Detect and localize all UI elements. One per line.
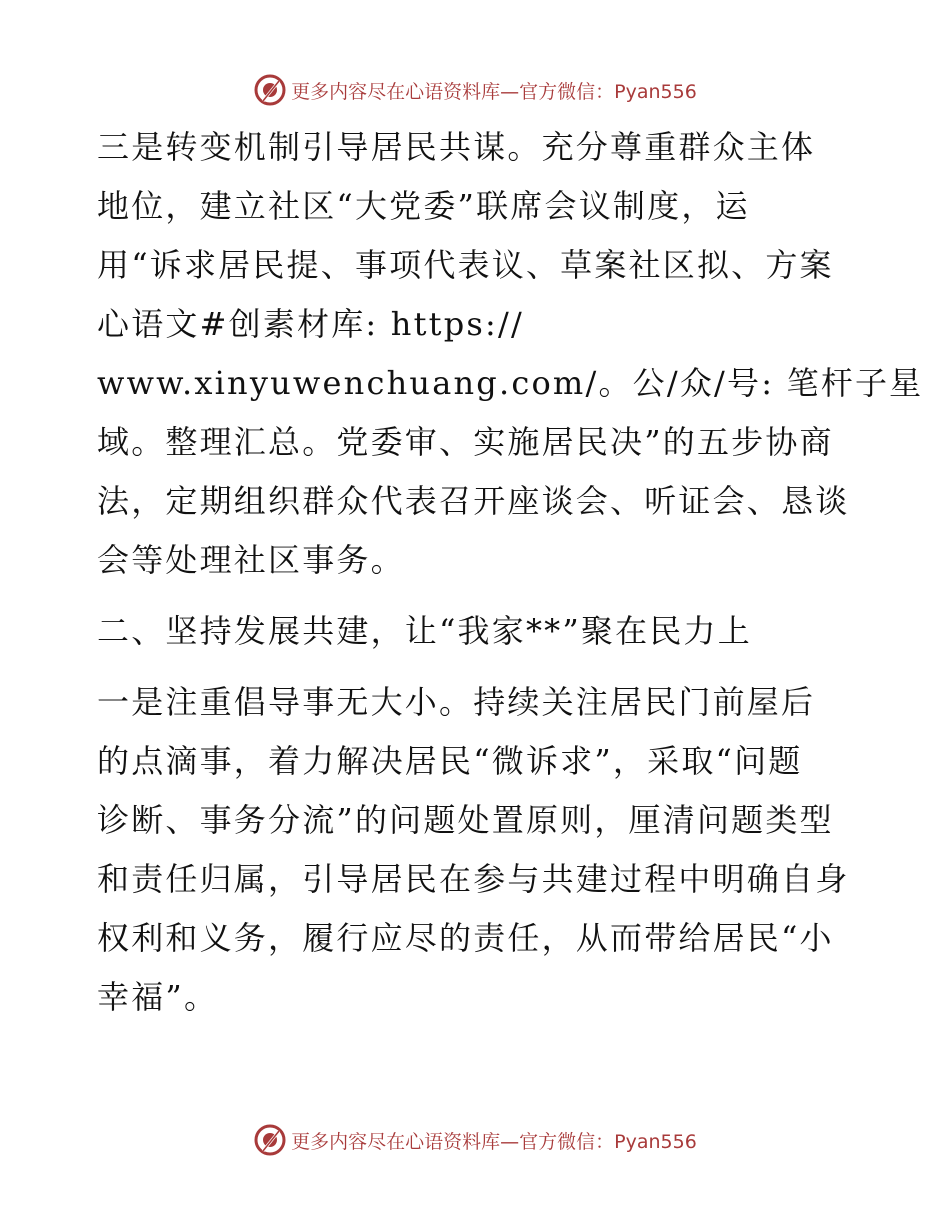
text-line: 用“诉求居民提、事项代表议、草案社区拟、方案 — [97, 246, 834, 284]
paragraph-advocacy — [97, 673, 857, 1027]
text-line: 会等处理社区事务。 — [97, 541, 405, 579]
text-line: www.xinyuwenchuang.com/。公/众/号: 笔杆子星 — [97, 364, 924, 402]
text-line: 的点滴事，着力解决居民“微诉求”，采取“问题 — [97, 742, 803, 780]
watermark-footer — [0, 1120, 950, 1160]
pen-logo-icon — [253, 73, 287, 107]
text-line: 权利和义务，履行应尽的责任，从而带给居民“小 — [97, 919, 834, 957]
text-line: 幸福”。 — [97, 978, 219, 1016]
text-line: 三是转变机制引导居民共谋。充分尊重群众主体 — [97, 128, 816, 166]
text-line: 域。整理汇总。党委审、实施居民决”的五步协商 — [97, 423, 834, 461]
text-line: 诊断、事务分流”的问题处置原则，厘清问题类型 — [97, 801, 834, 839]
pen-logo-icon — [253, 1123, 287, 1157]
text-line: 和责任归属，引导居民在参与共建过程中明确自身 — [97, 860, 850, 898]
paragraph-mechanism — [97, 118, 924, 590]
document-body — [97, 118, 924, 1039]
text-line: 心语文#创素材库: https:// — [97, 305, 524, 343]
text-line: 地位，建立社区“大党委”联席会议制度，运 — [97, 187, 750, 225]
text-line: 一是注重倡导事无大小。持续关注居民门前屋后 — [97, 683, 816, 721]
watermark-text: 更多内容尽在心语资料库—官方微信：Pyan556 — [291, 80, 697, 103]
watermark-text: 更多内容尽在心语资料库—官方微信：Pyan556 — [291, 1130, 697, 1153]
section-heading: 二、坚持发展共建，让“我家**”聚在民力上 — [97, 612, 752, 650]
text-line: 法，定期组织群众代表召开座谈会、听证会、恳谈 — [97, 482, 850, 520]
watermark-header — [0, 70, 950, 110]
